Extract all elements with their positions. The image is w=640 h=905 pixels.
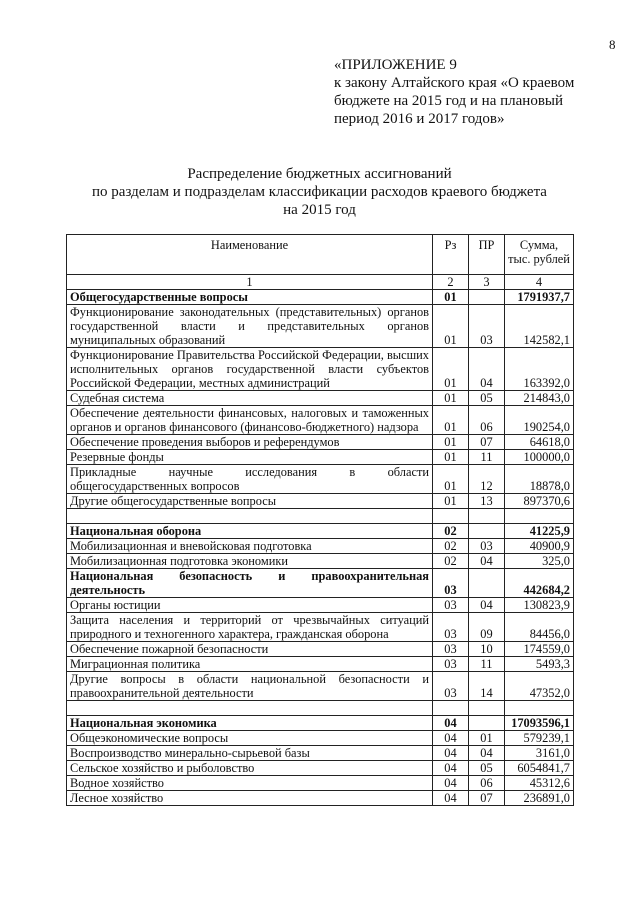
appendix-line-4: период 2016 и 2017 годов» bbox=[334, 111, 505, 127]
section-row bbox=[67, 524, 574, 539]
row-name: Обеспечение пожарной безопасности bbox=[67, 642, 433, 657]
table-row bbox=[67, 391, 574, 406]
row-pr: 07 bbox=[469, 435, 505, 450]
row-rz: 01 bbox=[433, 290, 469, 305]
row-pr: 10 bbox=[469, 642, 505, 657]
table-row bbox=[67, 731, 574, 746]
row-pr bbox=[469, 524, 505, 539]
row-rz: 03 bbox=[433, 598, 469, 613]
row-name: Защита населения и территорий от чрезвычайных ситуаций природного и техногенного характера, гражданская оборона bbox=[67, 613, 433, 642]
table-row bbox=[67, 305, 574, 348]
row-rz: 04 bbox=[433, 761, 469, 776]
table-row bbox=[67, 672, 574, 701]
row-name: Обеспечение деятельности финансовых, налоговых и таможенных органов и органов финансового (финансово-бюджетного) надзора bbox=[67, 406, 433, 435]
row-name: Другие общегосударственные вопросы bbox=[67, 494, 433, 509]
row-name: Мобилизационная подготовка экономики bbox=[67, 554, 433, 569]
table-row bbox=[67, 494, 574, 509]
row-name: Прикладные научные исследования в области общегосударственных вопросов bbox=[67, 465, 433, 494]
empty-cell bbox=[469, 509, 505, 524]
budget-allocation-table bbox=[66, 234, 574, 806]
table-row bbox=[67, 761, 574, 776]
row-sum: 47352,0 bbox=[505, 672, 574, 701]
column-number: 1 bbox=[67, 275, 433, 290]
header-sum-line-1: Сумма, bbox=[519, 238, 559, 252]
row-sum: 3161,0 bbox=[505, 746, 574, 761]
row-sum: 17093596,1 bbox=[505, 716, 574, 731]
row-name: Сельское хозяйство и рыболовство bbox=[67, 761, 433, 776]
row-name: Органы юстиции bbox=[67, 598, 433, 613]
row-sum: 1791937,7 bbox=[505, 290, 574, 305]
row-pr: 03 bbox=[469, 305, 505, 348]
appendix-line-3: бюджете на 2015 год и на плановый bbox=[334, 93, 564, 109]
table-row bbox=[67, 657, 574, 672]
row-pr: 04 bbox=[469, 348, 505, 391]
page-number: 8 bbox=[609, 37, 616, 52]
table-row bbox=[67, 598, 574, 613]
table-row bbox=[67, 450, 574, 465]
section-row bbox=[67, 290, 574, 305]
empty-cell bbox=[469, 701, 505, 716]
table-row bbox=[67, 746, 574, 761]
row-sum: 190254,0 bbox=[505, 406, 574, 435]
header-sum-line-2: тыс. рублей bbox=[508, 252, 570, 266]
section-row bbox=[67, 716, 574, 731]
table-row bbox=[67, 613, 574, 642]
row-rz: 04 bbox=[433, 731, 469, 746]
appendix-line-2: к закону Алтайского края «О краевом bbox=[334, 75, 575, 91]
row-name: Обеспечение проведения выборов и референдумов bbox=[67, 435, 433, 450]
row-sum: 45312,6 bbox=[505, 776, 574, 791]
row-rz: 04 bbox=[433, 716, 469, 731]
column-number: 3 bbox=[469, 275, 505, 290]
row-rz: 01 bbox=[433, 435, 469, 450]
spacer-row bbox=[67, 701, 574, 716]
row-rz: 04 bbox=[433, 791, 469, 806]
row-rz: 01 bbox=[433, 494, 469, 509]
header-sum bbox=[505, 235, 574, 275]
row-name: Водное хозяйство bbox=[67, 776, 433, 791]
row-sum: 442684,2 bbox=[505, 569, 574, 598]
row-sum: 236891,0 bbox=[505, 791, 574, 806]
row-name: Общегосударственные вопросы bbox=[67, 290, 433, 305]
column-number-row bbox=[67, 275, 574, 290]
title-line-2: по разделам и подразделам классификации расходов краевого бюджета bbox=[92, 184, 547, 200]
row-pr: 05 bbox=[469, 761, 505, 776]
table-header-row bbox=[67, 235, 574, 275]
row-sum: 41225,9 bbox=[505, 524, 574, 539]
table-row bbox=[67, 554, 574, 569]
row-pr bbox=[469, 569, 505, 598]
row-rz: 01 bbox=[433, 391, 469, 406]
header-rz: Рз bbox=[433, 235, 469, 275]
table-row bbox=[67, 776, 574, 791]
row-name: Функционирование законодательных (представительных) органов государственной власти и представительных органов муниципальных образований bbox=[67, 305, 433, 348]
row-rz: 01 bbox=[433, 305, 469, 348]
row-name: Общеэкономические вопросы bbox=[67, 731, 433, 746]
appendix-line-1: «ПРИЛОЖЕНИЕ 9 bbox=[334, 57, 457, 73]
row-pr: 06 bbox=[469, 406, 505, 435]
row-rz: 02 bbox=[433, 524, 469, 539]
row-rz: 04 bbox=[433, 776, 469, 791]
row-sum: 5493,3 bbox=[505, 657, 574, 672]
row-sum: 100000,0 bbox=[505, 450, 574, 465]
row-sum: 325,0 bbox=[505, 554, 574, 569]
title-line-1: Распределение бюджетных ассигнований bbox=[187, 166, 452, 182]
empty-cell bbox=[67, 701, 433, 716]
appendix-header bbox=[334, 56, 574, 128]
row-name: Миграционная политика bbox=[67, 657, 433, 672]
row-rz: 01 bbox=[433, 450, 469, 465]
empty-cell bbox=[433, 509, 469, 524]
row-rz: 03 bbox=[433, 613, 469, 642]
row-name: Мобилизационная и вневойсковая подготовка bbox=[67, 539, 433, 554]
row-sum: 579239,1 bbox=[505, 731, 574, 746]
row-pr bbox=[469, 716, 505, 731]
table-row bbox=[67, 465, 574, 494]
row-pr: 09 bbox=[469, 613, 505, 642]
row-pr: 05 bbox=[469, 391, 505, 406]
row-pr: 06 bbox=[469, 776, 505, 791]
row-sum: 163392,0 bbox=[505, 348, 574, 391]
row-name: Воспроизводство минерально-сырьевой базы bbox=[67, 746, 433, 761]
row-name: Функционирование Правительства Российской Федерации, высших исполнительных органов государственной власти субъектов Российской Федерации, местных администраций bbox=[67, 348, 433, 391]
row-pr: 01 bbox=[469, 731, 505, 746]
row-pr: 04 bbox=[469, 554, 505, 569]
row-pr: 11 bbox=[469, 657, 505, 672]
row-pr: 04 bbox=[469, 746, 505, 761]
table-row bbox=[67, 539, 574, 554]
row-pr: 03 bbox=[469, 539, 505, 554]
row-rz: 03 bbox=[433, 569, 469, 598]
row-name: Национальная экономика bbox=[67, 716, 433, 731]
table-row bbox=[67, 348, 574, 391]
row-name: Национальная оборона bbox=[67, 524, 433, 539]
row-rz: 04 bbox=[433, 746, 469, 761]
row-sum: 897370,6 bbox=[505, 494, 574, 509]
row-sum: 64618,0 bbox=[505, 435, 574, 450]
empty-cell bbox=[433, 701, 469, 716]
row-name: Резервные фонды bbox=[67, 450, 433, 465]
row-sum: 174559,0 bbox=[505, 642, 574, 657]
row-rz: 02 bbox=[433, 539, 469, 554]
row-rz: 01 bbox=[433, 465, 469, 494]
row-sum: 6054841,7 bbox=[505, 761, 574, 776]
document-title bbox=[66, 165, 573, 219]
title-line-3: на 2015 год bbox=[283, 202, 356, 218]
empty-cell bbox=[505, 509, 574, 524]
row-name: Лесное хозяйство bbox=[67, 791, 433, 806]
row-rz: 01 bbox=[433, 406, 469, 435]
row-rz: 03 bbox=[433, 642, 469, 657]
row-rz: 03 bbox=[433, 672, 469, 701]
header-name: Наименование bbox=[67, 235, 433, 275]
column-number: 4 bbox=[505, 275, 574, 290]
row-rz: 03 bbox=[433, 657, 469, 672]
table-row bbox=[67, 642, 574, 657]
row-sum: 214843,0 bbox=[505, 391, 574, 406]
row-pr: 04 bbox=[469, 598, 505, 613]
row-rz: 01 bbox=[433, 348, 469, 391]
row-sum: 142582,1 bbox=[505, 305, 574, 348]
column-number: 2 bbox=[433, 275, 469, 290]
row-sum: 40900,9 bbox=[505, 539, 574, 554]
spacer-row bbox=[67, 509, 574, 524]
row-pr: 12 bbox=[469, 465, 505, 494]
row-name: Судебная система bbox=[67, 391, 433, 406]
row-sum: 18878,0 bbox=[505, 465, 574, 494]
table-row bbox=[67, 435, 574, 450]
row-pr: 13 bbox=[469, 494, 505, 509]
row-pr: 14 bbox=[469, 672, 505, 701]
row-rz: 02 bbox=[433, 554, 469, 569]
row-sum: 130823,9 bbox=[505, 598, 574, 613]
row-name: Другие вопросы в области национальной безопасности и правоохранительной деятельности bbox=[67, 672, 433, 701]
table-row bbox=[67, 406, 574, 435]
row-name: Национальная безопасность и правоохранительная деятельность bbox=[67, 569, 433, 598]
row-pr: 07 bbox=[469, 791, 505, 806]
row-pr bbox=[469, 290, 505, 305]
table-row bbox=[67, 791, 574, 806]
row-pr: 11 bbox=[469, 450, 505, 465]
header-pr: ПР bbox=[469, 235, 505, 275]
empty-cell bbox=[505, 701, 574, 716]
section-row bbox=[67, 569, 574, 598]
row-sum: 84456,0 bbox=[505, 613, 574, 642]
empty-cell bbox=[67, 509, 433, 524]
